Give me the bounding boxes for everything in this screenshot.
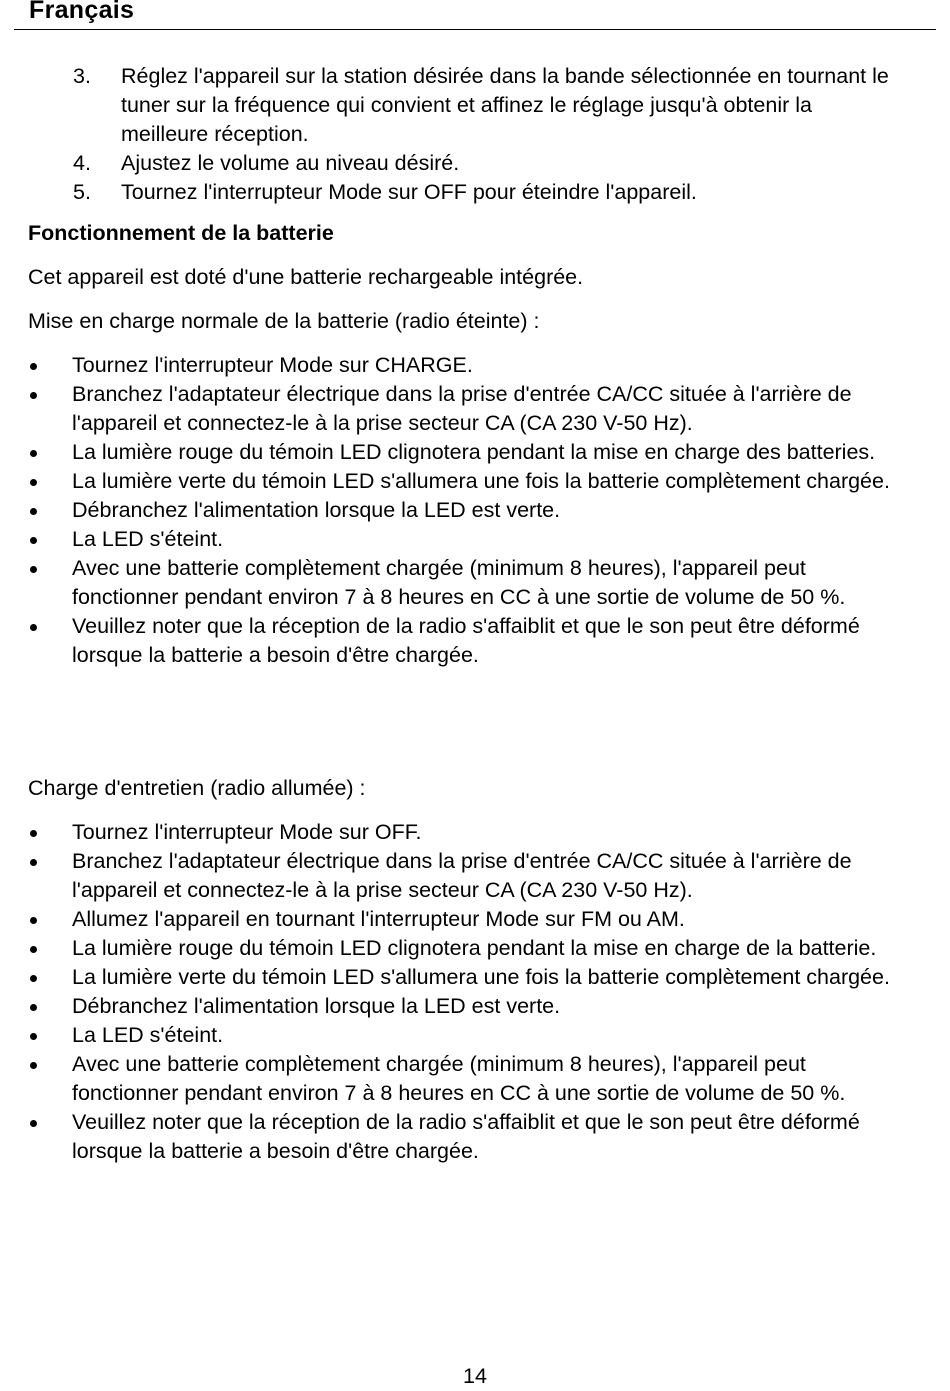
section-heading: Fonctionnement de la batterie — [28, 221, 334, 245]
bullet-icon — [30, 1004, 37, 1011]
list-item: La lumière rouge du témoin LED clignotera pendant la mise en charge des batteries. — [0, 438, 917, 467]
list-item: La lumière rouge du témoin LED clignotera pendant la mise en charge de la batterie. — [0, 934, 917, 963]
bullet-icon — [30, 566, 37, 573]
step-number: 4. — [73, 151, 91, 175]
language-title: Français — [29, 0, 135, 24]
list-item: Branchez l'adaptateur électrique dans la prise d'entrée CA/CC située à l'arrière de l'appareil et connectez-le à la prise secteur CA (CA 230 V-50 Hz). — [0, 380, 917, 438]
page-header — [14, 0, 936, 30]
list-item: La LED s'éteint. — [0, 525, 917, 554]
normal-charge-label: Mise en charge normale de la batterie (radio éteinte) : — [28, 309, 540, 333]
intro-paragraph: Cet appareil est doté d'une batterie rechargeable intégrée. — [28, 265, 584, 289]
list-item: Veuillez noter que la réception de la radio s'affaiblit et que le son peut être déformé lorsque la batterie a besoin d'être chargée. — [0, 612, 917, 670]
bullet-icon — [30, 392, 37, 399]
bullet-icon — [30, 450, 37, 457]
list-item: Branchez l'adaptateur électrique dans la prise d'entrée CA/CC située à l'arrière de l'appareil et connectez-le à la prise secteur CA (CA 230 V-50 Hz). — [0, 847, 917, 905]
list-item: Débranchez l'alimentation lorsque la LED est verte. — [0, 992, 917, 1021]
bullet-icon — [30, 946, 37, 953]
bullet-icon — [30, 1033, 37, 1040]
bullet-icon — [30, 1062, 37, 1069]
step-number: 5. — [73, 180, 91, 204]
bullet-icon — [30, 917, 37, 924]
list-item: La lumière verte du témoin LED s'allumera une fois la batterie complètement chargée. — [0, 963, 917, 992]
bullet-icon — [30, 624, 37, 631]
bullet-icon — [30, 859, 37, 866]
list-item: Avec une batterie complètement chargée (minimum 8 heures), l'appareil peut fonctionner pendant environ 7 à 8 heures en CC à une sortie de volume de 50 %. — [0, 554, 917, 612]
bullet-icon — [30, 975, 37, 982]
bullet-icon — [30, 363, 37, 370]
list-item: La lumière verte du témoin LED s'allumera une fois la batterie complètement chargée. — [0, 467, 917, 496]
numbered-steps — [0, 62, 950, 207]
page-number: 14 — [463, 1364, 487, 1388]
step-item — [0, 62, 901, 149]
bullet-icon — [30, 1120, 37, 1127]
list-item: Tournez l'interrupteur Mode sur OFF. — [0, 818, 917, 847]
bullet-icon — [30, 479, 37, 486]
bullet-icon — [30, 537, 37, 544]
step-text: Réglez l'appareil sur la station désirée dans la bande sélectionnée en tournant le tuner sur la fréquence qui convient et affinez le réglage jusqu'à obtenir la meilleure réception. — [121, 64, 889, 146]
maintenance-charge-list — [0, 818, 950, 1166]
list-item: Veuillez noter que la réception de la radio s'affaiblit et que le son peut être déformé lorsque la batterie a besoin d'être chargée. — [0, 1108, 917, 1166]
step-item — [0, 178, 901, 207]
list-item: Avec une batterie complètement chargée (minimum 8 heures), l'appareil peut fonctionner pendant environ 7 à 8 heures en CC à une sortie de volume de 50 %. — [0, 1050, 917, 1108]
normal-charge-list — [0, 351, 950, 670]
list-item: Tournez l'interrupteur Mode sur CHARGE. — [0, 351, 917, 380]
step-item — [0, 149, 901, 178]
bullet-icon — [30, 508, 37, 515]
list-item: Allumez l'appareil en tournant l'interrupteur Mode sur FM ou AM. — [0, 905, 917, 934]
step-number: 3. — [73, 64, 91, 88]
list-item: Débranchez l'alimentation lorsque la LED est verte. — [0, 496, 917, 525]
bullet-icon — [30, 830, 37, 837]
maintenance-charge-label: Charge d'entretien (radio allumée) : — [28, 776, 366, 800]
step-text: Ajustez le volume au niveau désiré. — [121, 151, 460, 175]
step-text: Tournez l'interrupteur Mode sur OFF pour éteindre l'appareil. — [121, 180, 697, 204]
list-item: La LED s'éteint. — [0, 1021, 917, 1050]
